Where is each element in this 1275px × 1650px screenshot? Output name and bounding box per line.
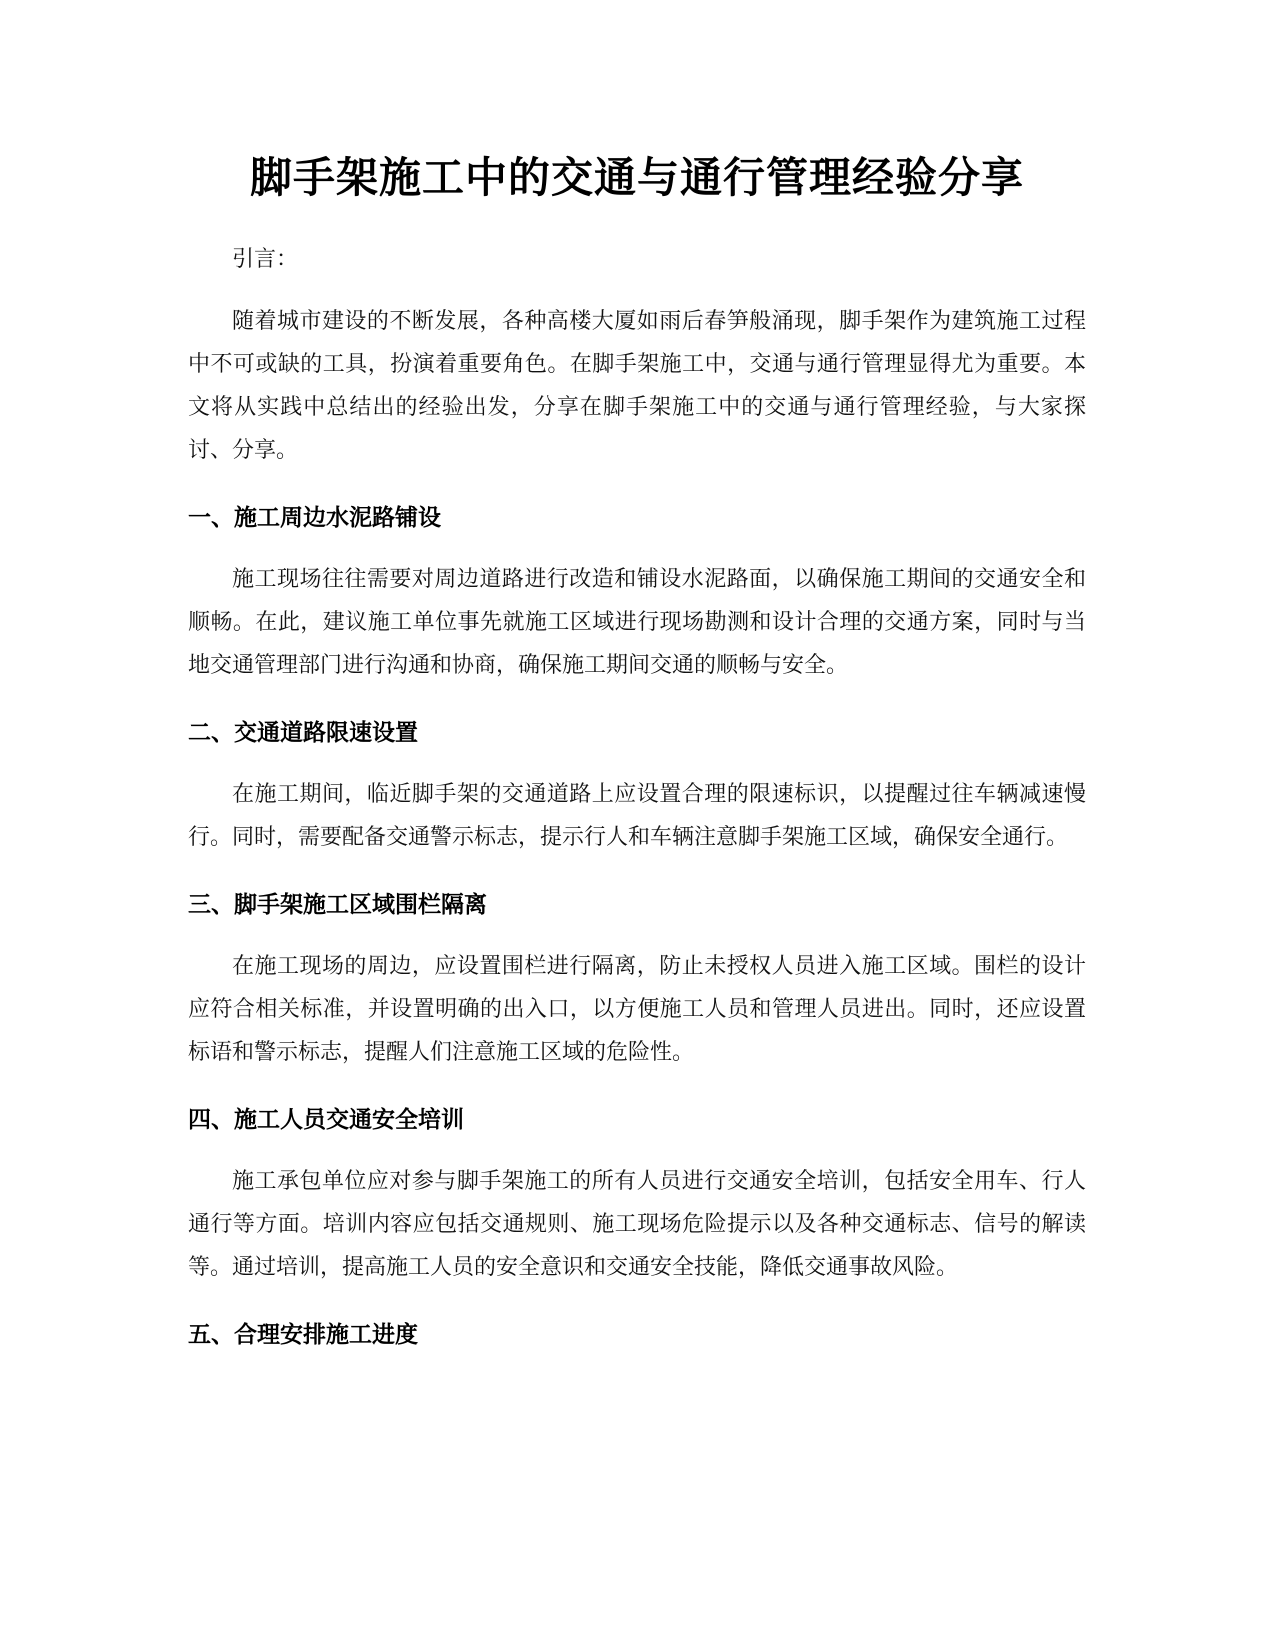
- section-paragraph-4: 施工承包单位应对参与脚手架施工的所有人员进行交通安全培训，包括安全用车、行人通行等方面。培训内容应包括交通规则、施工现场危险提示以及各种交通标志、信号的解读等。通过培训，提高施工人员的安全意识和交通安全技能，降低交通事故风险。: [188, 1169, 1086, 1280]
- section-heading-2: 二、交通道路限速设置: [188, 720, 418, 746]
- section-paragraph-2: 在施工期间，临近脚手架的交通道路上应设置合理的限速标识，以提醒过往车辆减速慢行。同时，需要配备交通警示标志，提示行人和车辆注意脚手架施工区域，确保安全通行。: [188, 782, 1086, 850]
- section-heading-5: 五、合理安排施工进度: [188, 1322, 418, 1348]
- document-content: [188, 148, 1086, 1355]
- intro-label: 引言：: [232, 247, 299, 272]
- document-title: 脚手架施工中的交通与通行管理经验分享: [249, 153, 1024, 202]
- section-paragraph-1: 施工现场往往需要对周边道路进行改造和铺设水泥路面，以确保施工期间的交通安全和顺畅。在此，建议施工单位事先就施工区域进行现场勘测和设计合理的交通方案，同时与当地交通管理部门进行沟通和协商，确保施工期间交通的顺畅与安全。: [188, 567, 1086, 678]
- section-heading-1: 一、施工周边水泥路铺设: [188, 505, 441, 531]
- section-paragraph-3: 在施工现场的周边，应设置围栏进行隔离，防止未授权人员进入施工区域。围栏的设计应符合相关标准，并设置明确的出入口，以方便施工人员和管理人员进出。同时，还应设置标语和警示标志，提醒人们注意施工区域的危险性。: [188, 954, 1086, 1065]
- section-heading-3: 三、脚手架施工区域围栏隔离: [188, 892, 487, 918]
- intro-paragraph: 随着城市建设的不断发展，各种高楼大厦如雨后春笋般涌现，脚手架作为建筑施工过程中不可或缺的工具，扮演着重要角色。在脚手架施工中，交通与通行管理显得尤为重要。本文将从实践中总结出的经验出发，分享在脚手架施工中的交通与通行管理经验，与大家探讨、分享。: [188, 309, 1086, 463]
- section-heading-4: 四、施工人员交通安全培训: [188, 1107, 464, 1133]
